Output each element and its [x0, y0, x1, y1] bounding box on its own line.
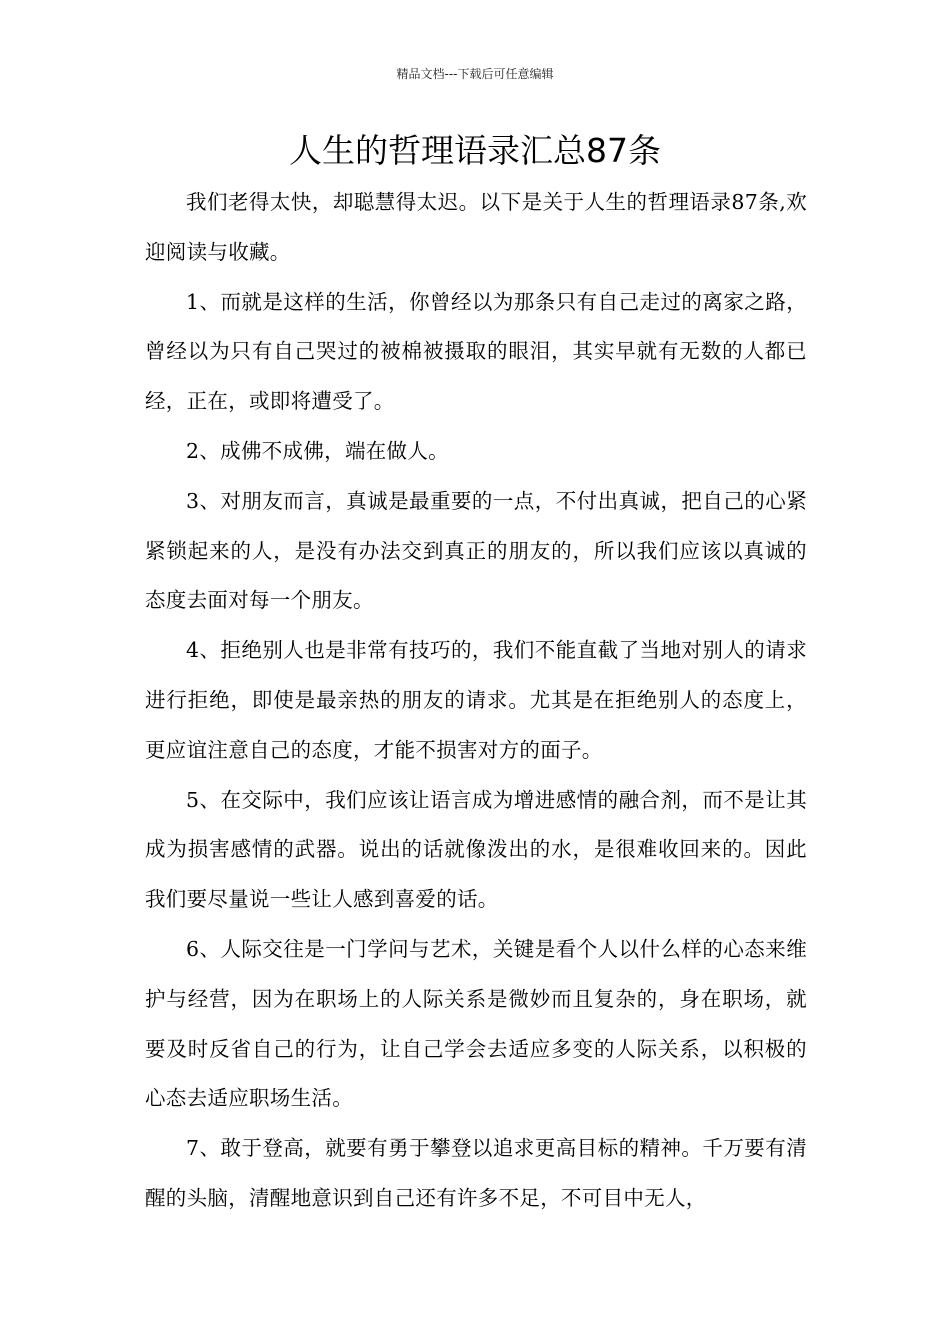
quote-paragraph-2: 2、成佛不成佛，端在做人。 — [186, 438, 449, 463]
header-note: 精品文档---下载后可任意编辑 — [396, 67, 554, 81]
document-body — [145, 178, 807, 1224]
quote-paragraph-6: 6、人际交往是一门学问与艺术，关键是看个人以什么样的心态来维护与经营，因为在职场上的人际关系是微妙而且复杂的，身在职场，就要及时反省自己的行为，让自己学会去适应多变的人际关系，以积极的心态去适应职场生活。 — [145, 936, 807, 1111]
quote-paragraph-3: 3、对朋友而言，真诚是最重要的一点，不付出真诚，把自己的心紧紧锁起来的人，是没有办法交到真正的朋友的，所以我们应该以真诚的态度去面对每一个朋友。 — [145, 488, 807, 613]
quote-paragraph-1: 1、而就是这样的生活，你曾经以为那条只有自己走过的离家之路，曾经以为只有自己哭过的被棉被摄取的眼泪，其实早就有无数的人都已经，正在，或即将遭受了。 — [145, 289, 807, 414]
quote-paragraph-4: 4、拒绝别人也是非常有技巧的，我们不能直截了当地对别人的请求进行拒绝，即使是最亲热的朋友的请求。尤其是在拒绝别人的态度上，更应谊注意自己的态度，才能不损害对方的面子。 — [145, 638, 807, 762]
document-title: 人生的哲理语录汇总87条 — [289, 131, 661, 170]
intro-paragraph: 我们老得太快，却聪慧得太迟。以下是关于人生的哲理语录87条,欢迎阅读与收藏。 — [145, 190, 807, 264]
quote-paragraph-7: 7、敢于登高，就要有勇于攀登以追求更高目标的精神。千万要有清醒的头脑，清醒地意识到自己还有许多不足，不可目中无人， — [145, 1136, 807, 1210]
quote-paragraph-5: 5、在交际中，我们应该让语言成为增进感情的融合剂，而不是让其成为损害感情的武器。说出的话就像泼出的水，是很难收回来的。因此我们要尽量说一些让人感到喜爱的话。 — [145, 787, 807, 912]
